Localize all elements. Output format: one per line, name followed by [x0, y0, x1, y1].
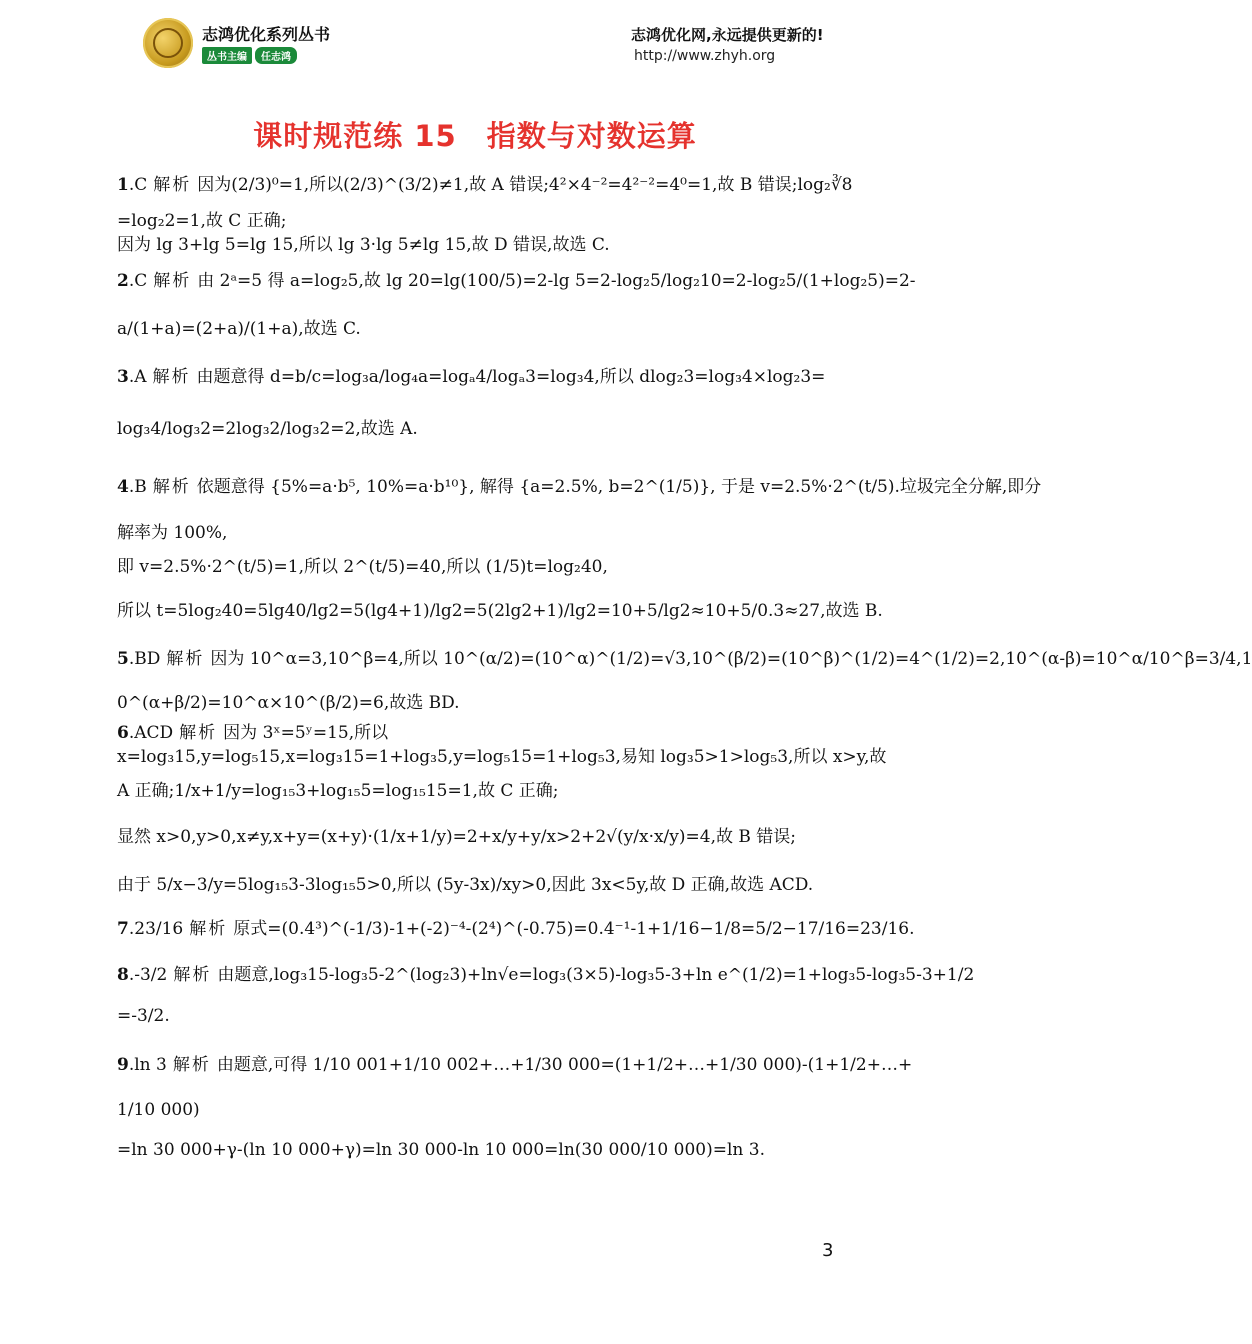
answer-9-line-3: =ln 30 000+γ-(ln 10 000+γ)=ln 30 000-ln 10 000=ln(30 000/10 000)=ln 3.	[117, 1140, 765, 1160]
answer-9-line-1	[117, 1050, 912, 1075]
answer-text: 依题意得 {5%=a·b⁵, 10%=a·b¹⁰}, 解得 {a=2.5%, b=2^(1/5)}, 于是 v=2.5%·2^(t/5).垃圾完全分解,即分	[196, 477, 1042, 497]
answer-1-line-2: =log₂2=1,故 C 正确;	[117, 211, 287, 231]
website-link[interactable]: http://www.zhyh.org	[634, 48, 776, 64]
answer-1-line-1	[117, 170, 852, 195]
answer-3-line-1	[117, 362, 825, 387]
slogan: 志鸿优化网,永远提供更新的!	[631, 26, 824, 44]
answer-6-line-4: 显然 x>0,y>0,x≠y,x+y=(x+y)·(1/x+1/y)=2+x/y+y/x>2+2√(y/x·x/y)=4,故 B 错误;	[117, 827, 797, 847]
editor-label: 丛书主编	[202, 47, 252, 64]
question-number: 1	[117, 175, 129, 195]
page-header	[0, 0, 950, 100]
answer-6-line-2: x=log₃15,y=log₅15,x=log₃15=1+log₃5,y=log₅15=1+log₅3,易知 log₃5>1>log₅3,所以 x>y,故	[117, 747, 887, 767]
analysis-label: 解析	[152, 477, 191, 497]
question-number: 9	[117, 1055, 129, 1075]
answer-6-line-5: 由于 5/x−3/y=5log₁₅3-3log₁₅5>0,所以 (5y-3x)/xy>0,因此 3x<5y,故 D 正确,故选 ACD.	[117, 875, 814, 895]
answer-text: 由题意,log₃15-log₃5-2^(log₂3)+ln√e=log₃(3×5)-log₃5-3+ln e^(1/2)=1+log₃5-log₃5-3+1/2	[217, 965, 975, 985]
analysis-label: 解析	[179, 723, 218, 743]
answer-4-line-4: 所以 t=5log₂40=5lg40/lg2=5(lg4+1)/lg2=5(2lg2+1)/lg2=10+5/lg2≈10+5/0.3≈27,故选 B.	[117, 601, 883, 621]
question-number: 4	[117, 477, 129, 497]
analysis-label: 解析	[166, 649, 205, 669]
answer-4-line-1	[117, 472, 1041, 497]
answer-3-line-2: log₃4/log₃2=2log₃2/log₃2=2,故选 A.	[117, 419, 418, 439]
answer-value: .23/16	[128, 919, 184, 939]
analysis-label: 解析	[153, 175, 192, 195]
answer-6-line-3: A 正确;1/x+1/y=log₁₅3+log₁₅5=log₁₅15=1,故 C 正确;	[117, 781, 559, 801]
answer-choice: .A	[128, 367, 147, 387]
publisher-logo	[143, 18, 193, 68]
answer-text: 原式=(0.4³)^(-1/3)-1+(-2)⁻⁴-(2⁴)^(-0.75)=0.4⁻¹-1+1/16−1/8=5/2−17/16=23/16.	[233, 919, 915, 939]
analysis-label: 解析	[153, 271, 192, 291]
answer-value: .ln 3	[128, 1055, 167, 1075]
answer-value: .-3/2	[128, 965, 168, 985]
question-number: 8	[117, 965, 129, 985]
page-number: 3	[822, 1240, 834, 1261]
question-number: 5	[117, 649, 129, 669]
analysis-label: 解析	[152, 367, 191, 387]
answer-choice: .ACD	[128, 723, 174, 743]
answer-5-line-2: 0^(α+β/2)=10^α×10^(β/2)=6,故选 BD.	[117, 693, 460, 713]
answer-text: 由题意,可得 1/10 001+1/10 002+…+1/30 000=(1+1/2+…+1/30 000)-(1+1/2+…+	[216, 1055, 913, 1075]
question-number: 6	[117, 723, 129, 743]
editor-info	[202, 47, 297, 64]
question-number: 2	[117, 271, 129, 291]
analysis-label: 解析	[189, 919, 228, 939]
answer-text: 由 2ᵃ=5 得 a=log₂5,故 lg 20=lg(100/5)=2-lg 5=2-log₂5/log₂10=2-log₂5/(1+log₂5)=2-	[197, 271, 916, 291]
editor-name: 任志鸿	[255, 47, 297, 64]
answer-choice: .BD	[128, 649, 161, 669]
answer-5-line-1	[117, 644, 1252, 669]
series-title: 志鸿优化系列丛书	[202, 25, 331, 44]
answer-2-line-1	[117, 266, 916, 291]
answer-7-line-1	[117, 914, 915, 939]
answer-8-line-1	[117, 960, 974, 985]
answer-1-line-3: 因为 lg 3+lg 5=lg 15,所以 lg 3·lg 5≠lg 15,故 D 错误,故选 C.	[117, 235, 610, 255]
answer-9-line-2: 1/10 000)	[117, 1100, 200, 1120]
answer-4-line-2: 解率为 100%,	[117, 523, 228, 543]
answer-text: 由题意得 d=b/c=log₃a/log₄a=logₐ4/logₐ3=log₃4,所以 dlog₂3=log₃4×log₂3=	[196, 367, 826, 387]
page-title: 课时规范练 15 指数与对数运算	[253, 119, 697, 153]
answer-2-line-2: a/(1+a)=(2+a)/(1+a),故选 C.	[117, 319, 361, 339]
answer-text: 因为 3ˣ=5ʸ=15,所以	[223, 723, 389, 743]
analysis-label: 解析	[173, 965, 212, 985]
analysis-label: 解析	[172, 1055, 211, 1075]
answer-text: 因为(2/3)⁰=1,所以(2/3)^(3/2)≠1,故 A 错误;4²×4⁻²=4²⁻²=4⁰=1,故 B 错误;log₂∛8	[197, 175, 853, 195]
answer-8-line-2: =-3/2.	[117, 1006, 170, 1026]
answer-6-line-1	[117, 718, 388, 743]
question-number: 7	[117, 919, 129, 939]
answer-choice: .C	[128, 175, 148, 195]
answer-choice: .B	[128, 477, 147, 497]
answer-text: 因为 10^α=3,10^β=4,所以 10^(α/2)=(10^α)^(1/2)=√3,10^(β/2)=(10^β)^(1/2)=4^(1/2)=2,10^(α-β)=10^α/10^β=3/4,1	[210, 649, 1252, 669]
answer-4-line-3: 即 v=2.5%·2^(t/5)=1,所以 2^(t/5)=40,所以 (1/5)t=log₂40,	[117, 557, 608, 577]
question-number: 3	[117, 367, 129, 387]
answer-choice: .C	[128, 271, 148, 291]
